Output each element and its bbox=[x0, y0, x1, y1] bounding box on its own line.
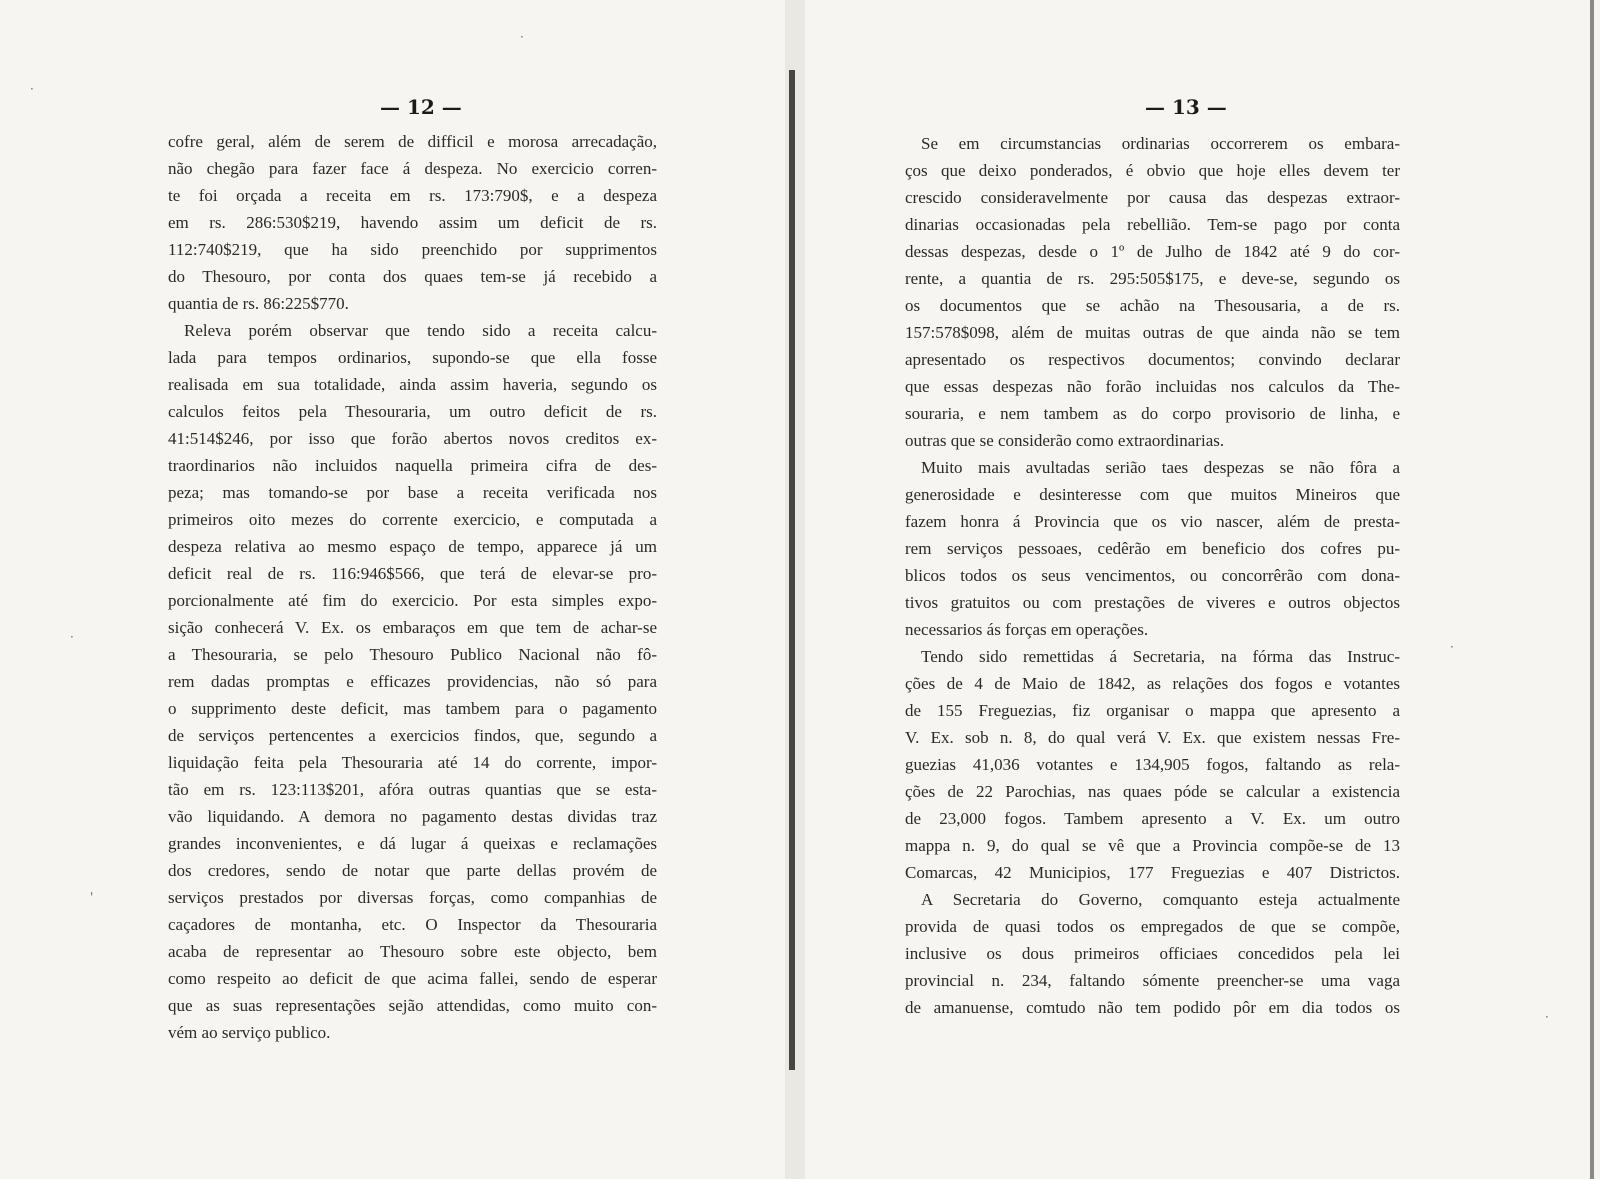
scan-speck: · bbox=[30, 82, 34, 96]
text-line: guezias 41,036 votantes e 134,905 fogos, faltando as rela- bbox=[905, 755, 1400, 774]
text-line: do Thesouro, por conta dos quaes tem-se já recebido a bbox=[168, 267, 657, 286]
text-line: os documentos que se achão na Thesousaria, a de rs. bbox=[905, 296, 1400, 315]
text-line: fazem honra á Provincia que os vio nascer, além de presta- bbox=[905, 512, 1400, 531]
text-line: de amanuense, comtudo não tem podido pôr em dia todos os bbox=[905, 998, 1400, 1017]
text-line: despeza relativa ao mesmo espaço de tempo, apparece já um bbox=[168, 537, 657, 556]
text-line: dinarias occasionadas pela rebellião. Tem-se pago por conta bbox=[905, 215, 1400, 234]
text-line: te foi orçada a receita em rs. 173:790$, e a despeza bbox=[168, 186, 657, 205]
text-line: inclusive os dous primeiros officiaes concedidos pela lei bbox=[905, 944, 1400, 963]
text-line: quantia de rs. 86:225$770. bbox=[168, 294, 349, 313]
text-line: Comarcas, 42 Municipios, 177 Freguezias e 407 Districtos. bbox=[905, 863, 1400, 882]
scan-speck: · bbox=[520, 30, 524, 44]
text-line: apresentado os respectivos documentos; convindo declarar bbox=[905, 350, 1400, 369]
scan-speck: · bbox=[1450, 640, 1454, 654]
page-number-left: — 12 — bbox=[380, 95, 462, 119]
text-line: dos credores, sendo de notar que parte dellas provém de bbox=[168, 861, 657, 880]
text-line: primeiros oito mezes do corrente exercicio, e computada a bbox=[168, 510, 657, 529]
text-line: mappa n. 9, do qual se vê que a Provincia compõe-se de 13 bbox=[905, 836, 1400, 855]
text-line: ções de 22 Parochias, nas quaes póde se calcular a existencia bbox=[905, 782, 1400, 801]
text-line: V. Ex. sob n. 8, do qual verá V. Ex. que existem nessas Fre- bbox=[905, 728, 1400, 747]
right-page-edge bbox=[1590, 0, 1594, 1179]
text-line: de 23,000 fogos. Tambem apresento a V. Ex. um outro bbox=[905, 809, 1400, 828]
text-line: acaba de representar ao Thesouro sobre este objecto, bem bbox=[168, 942, 657, 961]
text-line: grandes inconvenientes, e dá lugar á queixas e reclamações bbox=[168, 834, 657, 853]
scan-speck: ' bbox=[90, 890, 94, 904]
right-page-text bbox=[905, 130, 1400, 1021]
text-line: tão em rs. 123:113$201, afóra outras quantias que se esta- bbox=[168, 780, 657, 799]
text-line: o supprimento deste deficit, mas tambem para o pagamento bbox=[168, 699, 657, 718]
left-page bbox=[0, 0, 785, 1179]
text-line: generosidade e desinteresse com que muitos Mineiros que bbox=[905, 485, 1400, 504]
text-line: realisada em sua totalidade, ainda assim haveria, segundo os bbox=[168, 375, 657, 394]
text-line: sição conhecerá V. Ex. os embaraços em que tem de achar-se bbox=[168, 618, 657, 637]
text-line: calculos feitos pela Thesouraria, um outro deficit de rs. bbox=[168, 402, 657, 421]
text-line: que as suas representações sejão attendidas, como muito con- bbox=[168, 996, 657, 1015]
scan-speck: · bbox=[70, 630, 74, 644]
text-line: Muito mais avultadas serião taes despezas se não fôra a bbox=[921, 458, 1400, 477]
text-line: blicos todos os seus vencimentos, ou concorrêrão com dona- bbox=[905, 566, 1400, 585]
book-gutter bbox=[785, 0, 805, 1179]
text-line: ços que deixo ponderados, é obvio que hoje elles devem ter bbox=[905, 161, 1400, 180]
text-line: traordinarios não incluidos naquella primeira cifra de des- bbox=[168, 456, 657, 475]
text-line: ções de 4 de Maio de 1842, as relações dos fogos e votantes bbox=[905, 674, 1400, 693]
text-line: rem dadas promptas e efficazes providencias, não só para bbox=[168, 672, 657, 691]
text-line: que essas despezas não forão incluidas nos calculos da The- bbox=[905, 377, 1400, 396]
text-line: caçadores de montanha, etc. O Inspector da Thesouraria bbox=[168, 915, 657, 934]
text-line: provincial n. 234, faltando sómente preencher-se uma vaga bbox=[905, 971, 1400, 990]
text-line: porcionalmente até fim do exercicio. Por esta simples expo- bbox=[168, 591, 657, 610]
binding-spine bbox=[789, 70, 795, 1070]
text-line: a Thesouraria, se pelo Thesouro Publico Nacional não fô- bbox=[168, 645, 657, 664]
text-line: vão liquidando. A demora no pagamento destas dividas traz bbox=[168, 807, 657, 826]
text-line: em rs. 286:530$219, havendo assim um deficit de rs. bbox=[168, 213, 657, 232]
text-line: 112:740$219, que ha sido preenchido por supprimentos bbox=[168, 240, 657, 259]
text-line: A Secretaria do Governo, comquanto esteja actualmente bbox=[921, 890, 1400, 909]
left-page-text bbox=[168, 128, 657, 1046]
text-line: 41:514$246, por isso que forão abertos novos creditos ex- bbox=[168, 429, 657, 448]
page-number-right: — 13 — bbox=[1145, 95, 1227, 119]
text-line: liquidação feita pela Thesouraria até 14 do corrente, impor- bbox=[168, 753, 657, 772]
text-line: crescido consideravelmente por causa das despezas extraor- bbox=[905, 188, 1400, 207]
text-line: deficit real de rs. 116:946$566, que terá de elevar-se pro- bbox=[168, 564, 657, 583]
text-line: não chegão para fazer face á despeza. No exercicio corren- bbox=[168, 159, 657, 178]
text-line: como respeito ao deficit de que acima fallei, sendo de esperar bbox=[168, 969, 657, 988]
text-line: cofre geral, além de serem de difficil e morosa arrecadação, bbox=[168, 132, 657, 151]
text-line: de serviços pertencentes a exercicios findos, que, segundo a bbox=[168, 726, 657, 745]
text-line: souraria, e nem tambem as do corpo provisorio de linha, e bbox=[905, 404, 1400, 423]
text-line: 157:578$098, além de muitas outras de que ainda não se tem bbox=[905, 323, 1400, 342]
text-line: Tendo sido remettidas á Secretaria, na fórma das Instruc- bbox=[921, 647, 1400, 666]
text-line: dessas despezas, desde o 1º de Julho de 1842 até 9 do cor- bbox=[905, 242, 1400, 261]
right-page bbox=[805, 0, 1600, 1179]
text-line: de 155 Freguezias, fiz organisar o mappa que apresento a bbox=[905, 701, 1400, 720]
text-line: rente, a quantia de rs. 295:505$175, e deve-se, segundo os bbox=[905, 269, 1400, 288]
text-line: tivos gratuitos ou com prestações de viveres e outros objectos bbox=[905, 593, 1400, 612]
text-line: rem serviços pessoaes, cedêrão em beneficio dos cofres pu- bbox=[905, 539, 1400, 558]
scan-speck: · bbox=[1545, 1010, 1549, 1024]
text-line: peza; mas tomando-se por base a receita verificada nos bbox=[168, 483, 657, 502]
text-line: Se em circumstancias ordinarias occorrerem os embara- bbox=[921, 134, 1400, 153]
text-line: Releva porém observar que tendo sido a receita calcu- bbox=[184, 321, 657, 340]
text-line: provida de quasi todos os empregados de que se compõe, bbox=[905, 917, 1400, 936]
text-line: serviços prestados por diversas forças, como companhias de bbox=[168, 888, 657, 907]
text-line: necessarios ás forças em operações. bbox=[905, 620, 1149, 639]
text-line: vém ao serviço publico. bbox=[168, 1023, 331, 1042]
text-line: outras que se considerão como extraordinarias. bbox=[905, 431, 1225, 450]
text-line: lada para tempos ordinarios, supondo-se que ella fosse bbox=[168, 348, 657, 367]
